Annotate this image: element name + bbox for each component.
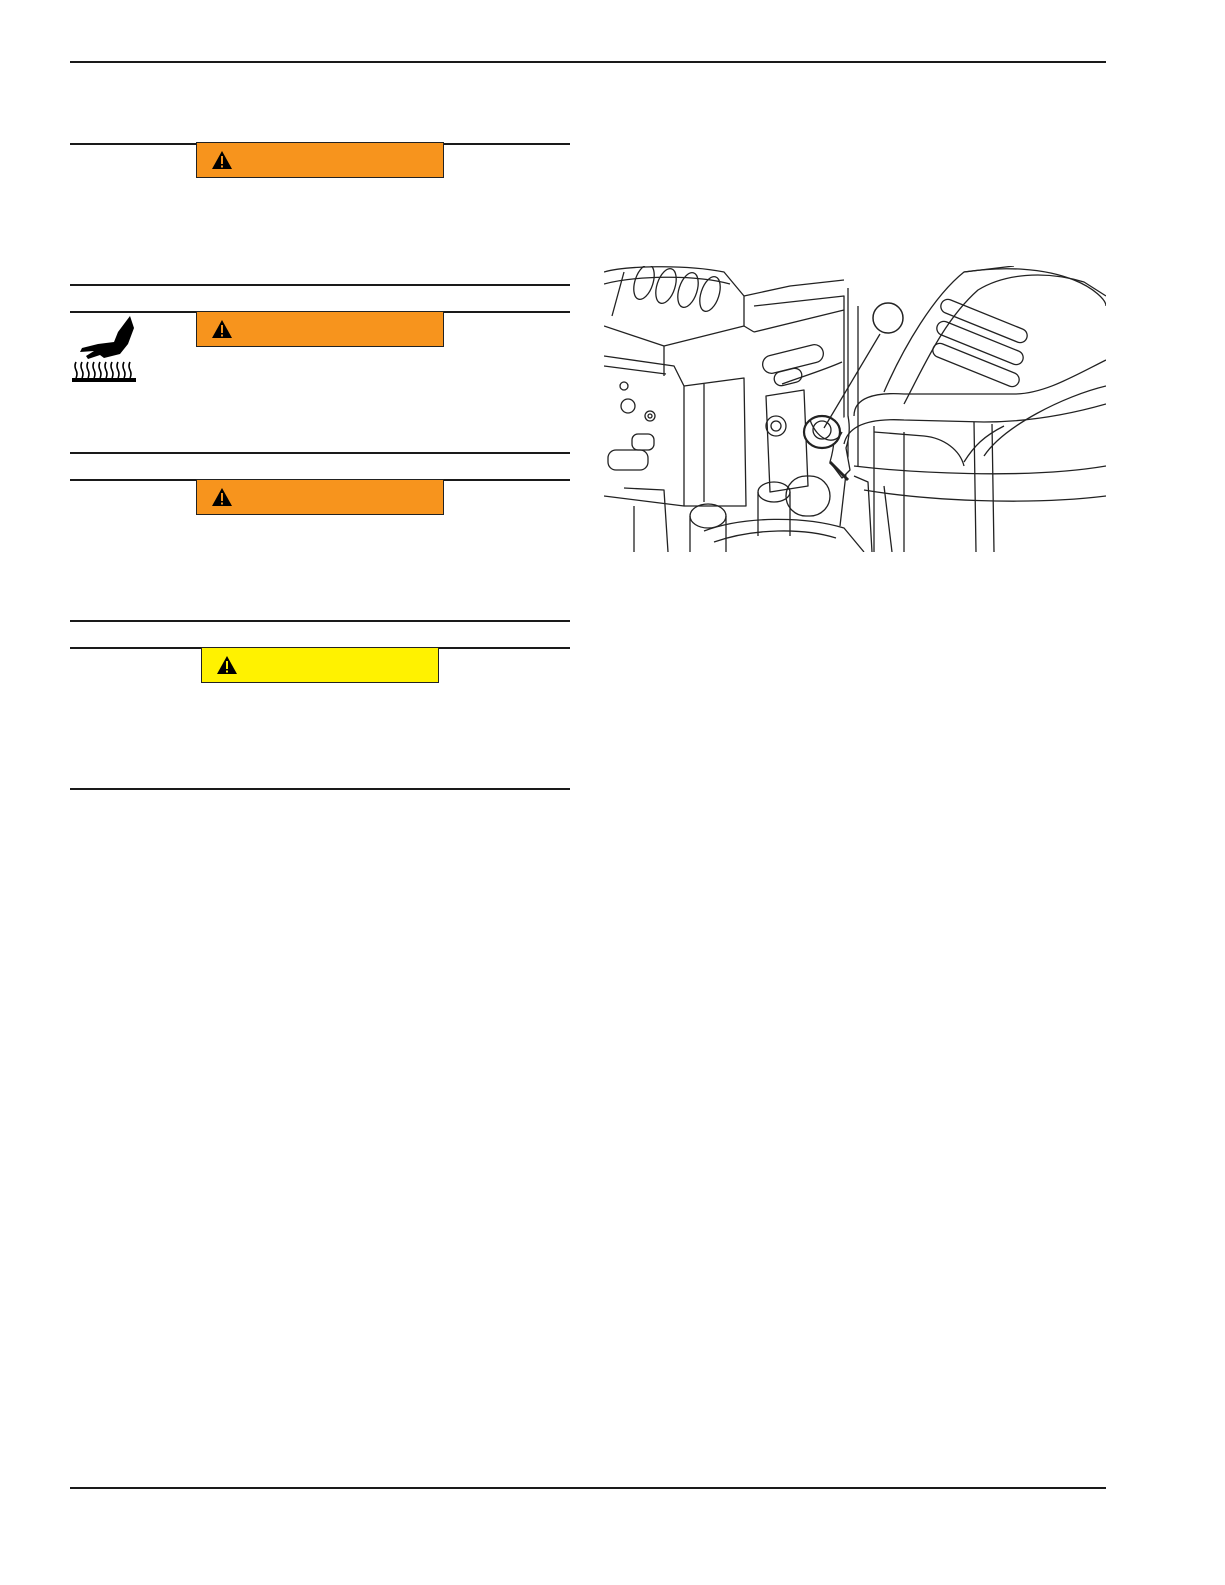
header-rule: [70, 61, 1106, 63]
warning-1-bottom-rule: [70, 284, 570, 286]
warning-triangle-icon: [211, 319, 233, 339]
caution-banner: [201, 647, 439, 683]
caution-bottom-rule: [70, 788, 570, 790]
hot-surface-hand-icon: [70, 314, 138, 384]
warning-3-banner: [196, 479, 444, 515]
pump-detail-figure: [604, 266, 1106, 552]
warning-2-bottom-rule: [70, 452, 570, 454]
warning-triangle-icon: [216, 655, 238, 675]
warning-triangle-icon: [211, 150, 233, 170]
warning-1-banner: [196, 142, 444, 178]
footer-rule: [70, 1487, 1106, 1489]
warning-3-bottom-rule: [70, 620, 570, 622]
warning-triangle-icon: [211, 487, 233, 507]
warning-2-banner: [196, 311, 444, 347]
